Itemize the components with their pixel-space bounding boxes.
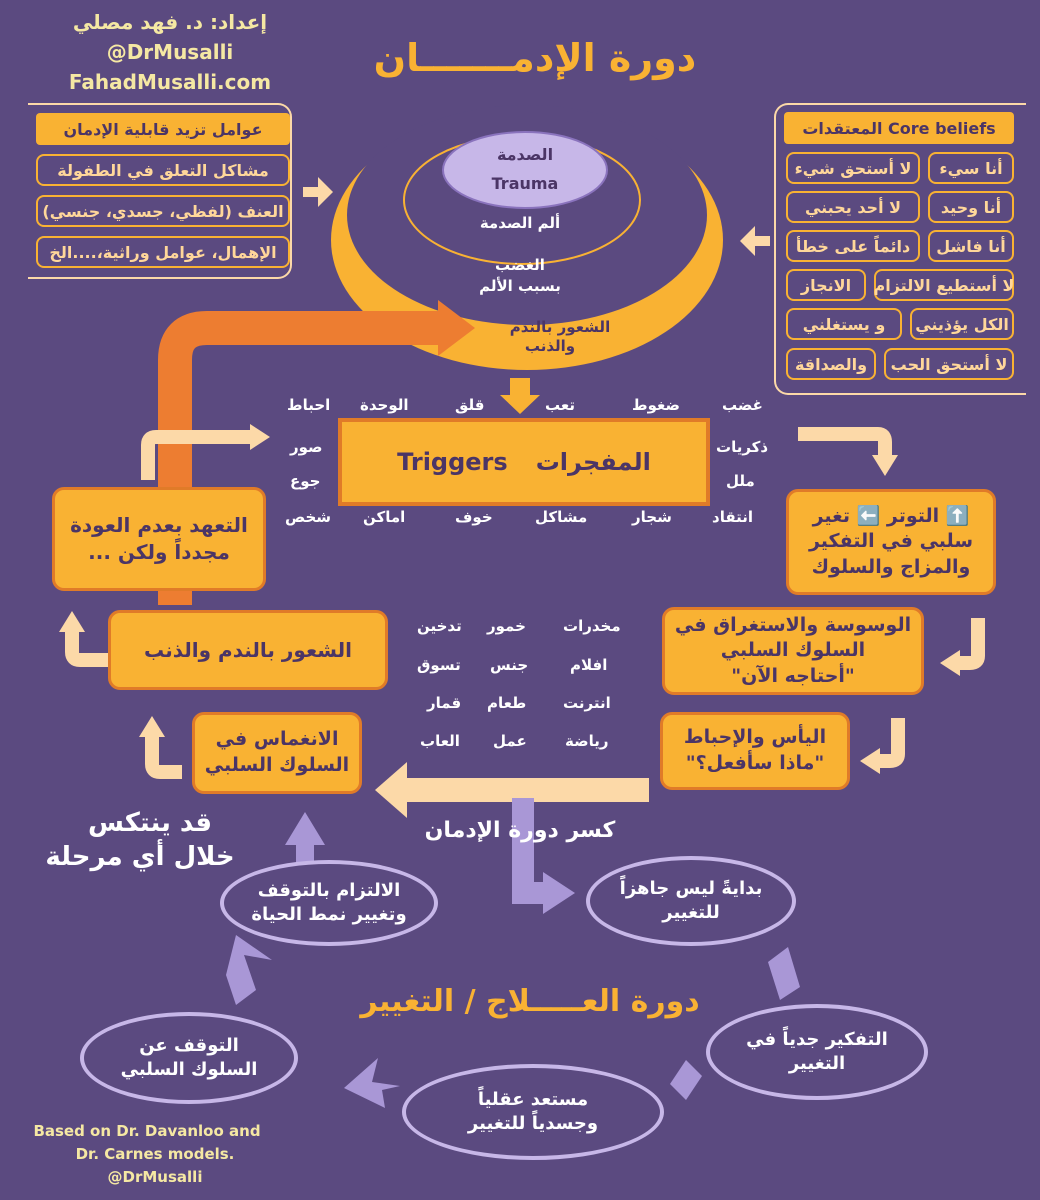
belief-cell: الكل يؤذيني — [910, 308, 1014, 340]
commit-line-2: وتغيير نمط الحياة — [251, 904, 407, 925]
pledge-to-triggers-head — [250, 424, 270, 450]
ring-guilt-label-2: والذنب — [524, 337, 576, 355]
trigger-word: ملل — [726, 472, 755, 490]
page-title: دورة الإدمـــــــان — [373, 36, 697, 80]
trigger-word: الوحدة — [360, 396, 409, 414]
behavior-word: خمور — [487, 617, 526, 635]
behavior-word: طعام — [487, 694, 527, 712]
ring-down-arrow — [500, 378, 540, 414]
guilt-to-pledge-head — [59, 611, 85, 632]
credit-handle[interactable]: @DrMusalli — [107, 1168, 203, 1186]
behavior-word: العاب — [420, 732, 460, 750]
belief-cell: لا أستطيع الالتزام — [874, 269, 1014, 301]
pledge-line-2: مجدداً ولكن ... — [88, 540, 230, 564]
ready-line-2: وجسدياً للتغيير — [467, 1113, 599, 1134]
vulnerability-item-abuse: العنف (لفظي، جسدي، جنسي) — [36, 195, 290, 227]
behavior-word: تدخين — [417, 617, 462, 635]
ring-guilt-label-1: الشعور بالندم — [509, 318, 611, 336]
trigger-word: شخص — [285, 508, 332, 526]
author-name: إعداد: د. فهد مصلي — [72, 10, 268, 34]
indulge-line-2: السلوك السلبي — [204, 754, 350, 776]
think-ellipse — [706, 1004, 928, 1100]
commit-line-1: الالتزام بالتوقف — [257, 879, 401, 901]
belief-cell: دائماً على خطأ — [786, 230, 920, 262]
core-beliefs-header: Core beliefs المعتقدات — [784, 112, 1014, 144]
despair-to-indulge-head — [375, 762, 407, 818]
start-to-think-arrow — [768, 947, 800, 1000]
obsession-box — [662, 607, 924, 695]
trigger-word: صور — [290, 438, 323, 456]
trigger-word: ضغوط — [632, 396, 680, 414]
belief-cell: والصداقة — [786, 348, 876, 380]
belief-cell: و يستغلني — [786, 308, 902, 340]
behavior-word: رياضة — [565, 732, 609, 750]
ready-ellipse — [402, 1064, 664, 1160]
behavior-word: جنس — [490, 656, 529, 674]
trigger-word: غضب — [722, 396, 763, 414]
think-line-1: التفكير جدياً في — [746, 1028, 888, 1050]
ready-line-1: مستعد عقلياً — [477, 1088, 589, 1110]
break-cycle-head — [543, 872, 575, 914]
behavior-word: قمار — [427, 694, 462, 712]
obsession-to-despair-head — [860, 748, 880, 774]
break-cycle-arrow — [523, 798, 545, 893]
triggers-label-en: Triggers — [397, 448, 508, 476]
start-ellipse — [586, 856, 796, 946]
tension-box — [786, 489, 996, 595]
tension-to-obsession-arrow — [958, 618, 978, 663]
trigger-word: قلق — [455, 396, 485, 414]
stop-line-1: التوقف عن — [139, 1034, 239, 1056]
author-website[interactable]: FahadMusalli.com — [68, 70, 272, 94]
trigger-word: شجار — [632, 508, 672, 526]
obsession-line-2: السلوك السلبي — [720, 639, 866, 662]
trigger-word: ذكريات — [716, 438, 769, 456]
stop-to-commit-arrow — [226, 935, 272, 1005]
trauma-pain-label: ألم الصدمة — [479, 214, 561, 232]
commit-ellipse — [220, 860, 438, 946]
think-line-2: التغيير — [788, 1053, 846, 1074]
pledge-line-1: التعهد بعدم العودة — [70, 513, 248, 537]
behavior-word: انترنت — [563, 694, 611, 712]
guilt-to-pledge-arrow — [72, 630, 108, 660]
despair-line-2: "ماذا سأفعل؟" — [685, 752, 825, 774]
ready-to-stop-arrow — [344, 1058, 400, 1108]
right-panel-arrow — [740, 226, 770, 256]
break-cycle-label: كسر دورة الإدمان — [424, 818, 616, 843]
author-handle[interactable]: @DrMusalli — [106, 40, 234, 64]
obsession-line-1: الوسوسة والاستغراق في — [674, 613, 912, 636]
start-line-2: للتغيير — [662, 902, 720, 923]
obsession-line-3: "أحتاجه الآن" — [731, 664, 855, 687]
despair-box — [660, 712, 850, 790]
indulge-to-guilt-head — [139, 716, 165, 737]
indulge-to-guilt-arrow — [152, 735, 182, 772]
relapse-line-1: قد ينتكس — [88, 808, 212, 838]
trigger-word: تعب — [545, 396, 575, 414]
credit-line-1: Based on Dr. Davanloo and — [33, 1122, 261, 1140]
tension-to-obsession-head — [940, 650, 960, 676]
treatment-cycle-title: دورة العـــــلاج / التغيير — [360, 984, 700, 1019]
trigger-word: خوف — [455, 508, 493, 526]
trigger-word: انتقاد — [712, 508, 754, 526]
credit-line-2: Dr. Carnes models. — [75, 1145, 235, 1163]
belief-cell: لا أستحق شيء — [786, 152, 920, 184]
trauma-ellipse — [443, 132, 607, 208]
belief-cell: الانجاز — [786, 269, 866, 301]
behavior-word: تسوق — [417, 656, 461, 674]
trigger-word: اماكن — [363, 508, 406, 526]
trigger-word: احباط — [287, 396, 331, 414]
behavior-word: عمل — [493, 732, 527, 750]
triggers-label-ar: المفجرات — [535, 448, 651, 476]
vulnerability-item-attachment: مشاكل التعلق في الطفولة — [36, 154, 290, 186]
obsession-to-despair-arrow — [878, 718, 898, 761]
left-panel-arrow — [303, 177, 333, 207]
guilt-box — [108, 610, 388, 690]
stop-ellipse — [80, 1012, 298, 1104]
vulnerability-item-neglect: الإهمال، عوامل وراثية،....الخ — [36, 236, 290, 268]
belief-cell: أنا فاشل — [928, 230, 1014, 262]
belief-cell: لا أستحق الحب — [884, 348, 1014, 380]
indulge-line-1: الانغماس في — [215, 728, 339, 751]
guilt-text: الشعور بالندم والذنب — [144, 637, 352, 662]
belief-cell: لا أحد يحبني — [786, 191, 920, 223]
tension-text: ⬆️ التوتر ⬅️ تغير سلبي في التفكير والمزاج والسلوك — [808, 504, 973, 578]
behavior-word: مخدرات — [563, 617, 621, 635]
vulnerability-header: عوامل تزيد قابلية الإدمان — [36, 113, 290, 145]
indulge-box — [192, 712, 362, 794]
stop-line-2: السلوك السلبي — [120, 1059, 258, 1080]
trigger-word: مشاكل — [535, 508, 588, 526]
think-to-ready-arrow — [670, 1060, 702, 1100]
triggers-to-tension-head — [872, 455, 898, 476]
belief-cell: أنا سيء — [928, 152, 1014, 184]
anger-label-2: بسبب الألم — [479, 277, 561, 295]
pledge-box — [52, 487, 266, 591]
start-line-1: بدايةً ليس جاهزاً — [619, 877, 763, 899]
triggers-to-tension-arrow — [798, 434, 885, 458]
triggers-box — [338, 418, 710, 506]
anger-label-1: الغضب — [495, 256, 545, 274]
trauma-label-en: Trauma — [491, 174, 559, 193]
despair-line-1: اليأس والإحباط — [683, 726, 827, 749]
behavior-word: افلام — [570, 656, 608, 674]
trauma-label-ar: الصدمة — [496, 145, 554, 164]
relapse-line-2: خلال أي مرحلة — [45, 842, 235, 872]
belief-cell: أنا وحيد — [928, 191, 1014, 223]
trigger-word: جوع — [290, 472, 321, 490]
